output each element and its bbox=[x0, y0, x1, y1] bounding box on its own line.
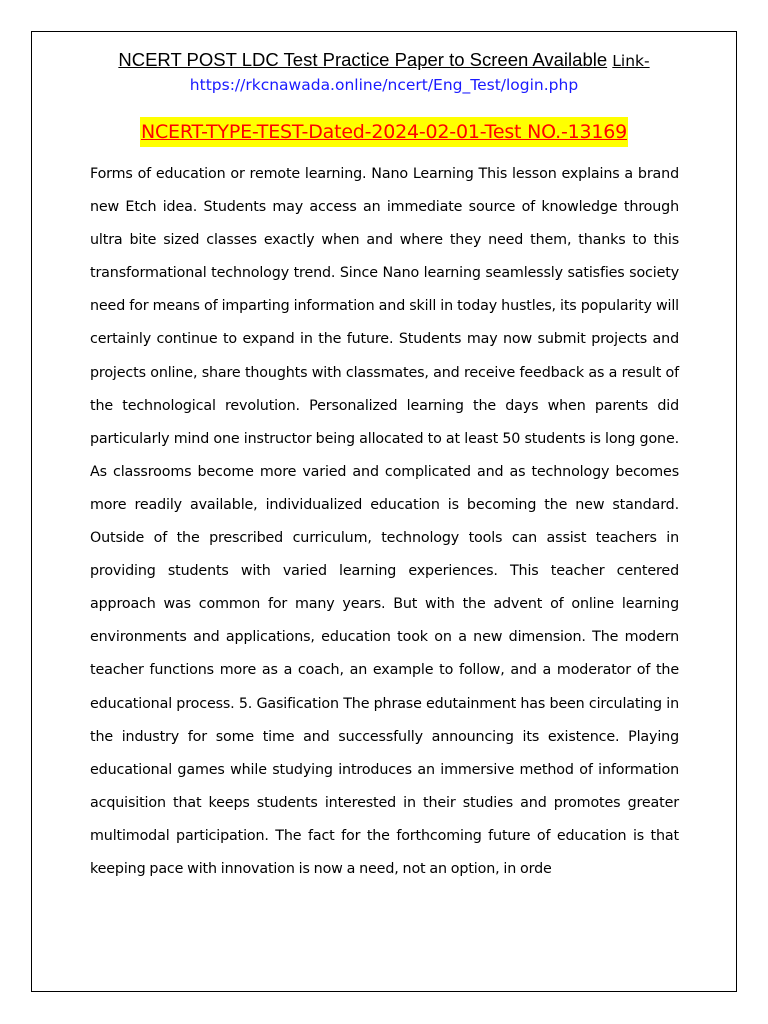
header-line bbox=[31, 48, 737, 73]
link-label: Link- bbox=[612, 52, 650, 70]
body-paragraph: Forms of education or remote learning. Nano Learning This lesson explains a brand new Etch idea. Students may access an immediate source of knowledge through ultra bite sized classes exactly when and where they need them, thanks to this transformational technology trend. Since Nano learning seamlessly satisfies society need for means of imparting information and skill in today hustles, its popularity will certainly continue to expand in the future. Students may now submit projects and projects online, share thoughts with classmates, and receive feedback as a result of the technological revolution. Personalized learning the days when parents did particularly mind one instructor being allocated to at least 50 students is long gone. As classrooms become more varied and complicated and as technology becomes more readily available, individualized education is becoming the new standard. Outside of the prescribed curriculum, technology tools can assist teachers in providing students with varied learning experiences. This teacher centered approach was common for many years. But with the advent of online learning environments and applications, education took on a new dimension. The modern teacher functions more as a coach, an example to follow, and a moderator of the educational process. 5. Gasification The phrase edutainment has been circulating in the industry for some time and successfully announcing its existence. Playing educational games while studying introduces an immersive method of information acquisition that keeps students interested in their studies and promotes greater multimodal participation. The fact for the forthcoming future of education is that keeping pace with innovation is now a need, not an option, in orde bbox=[90, 166, 679, 877]
test-title: NCERT-TYPE-TEST-Dated-2024-02-01-Test NO.-13169 bbox=[140, 117, 628, 147]
header-url-link[interactable]: https://rkcnawada.online/ncert/Eng_Test/login.php bbox=[189, 76, 579, 94]
header-title: NCERT POST LDC Test Practice Paper to Screen Available bbox=[118, 49, 608, 70]
test-title-container bbox=[31, 117, 737, 147]
